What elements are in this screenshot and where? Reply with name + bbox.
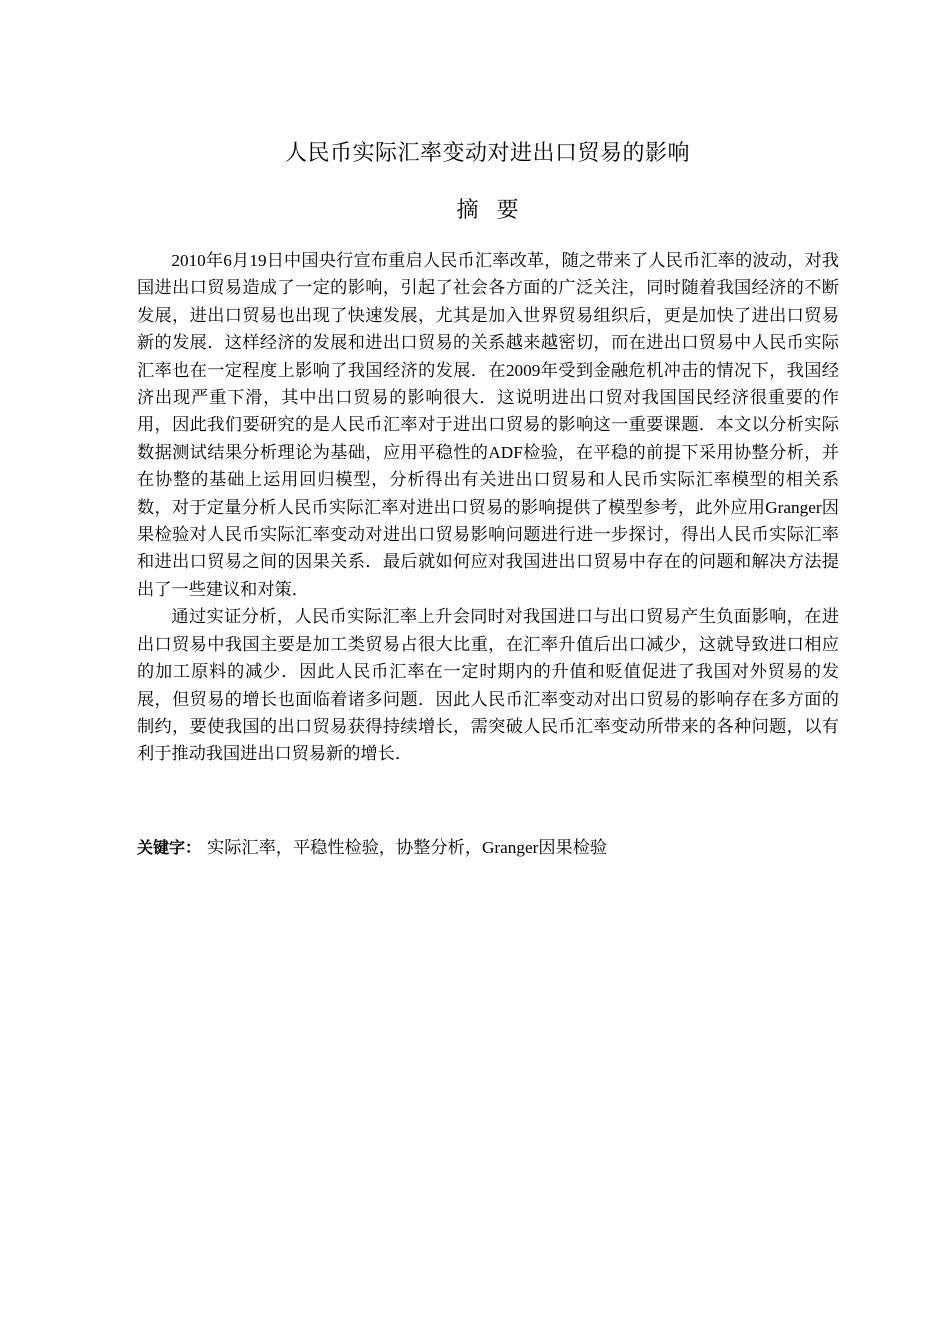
- abstract-paragraph-1: 2010年6月19日中国央行宣布重启人民币汇率改革，随之带来了人民币汇率的波动，对我国进出口贸易造成了一定的影响，引起了社会各方面的广泛关注，同时随着我国经济的不断发展，进出口贸易也出现了快速发展，尤其是加入世界贸易组织后，更是加快了进出口贸易新的发展．这样经济的发展和进出口贸易的关系越来越密切，而在进出口贸易中人民币实际汇率也在一定程度上影响了我国经济的发展．在2009年受到金融危机冲击的情况下，我国经济出现严重下滑，其中出口贸易的影响很大．这说明进出口贸对我国国民经济很重要的作用，因此我们要研究的是人民币汇率对于进出口贸易的影响这一重要课题．本文以分析实际数据测试结果分析理论为基础，应用平稳性的ADF检验，在平稳的前提下采用协整分析，并在协整的基础上运用回归模型，分析得出有关进出口贸易和人民币实际汇率模型的相关系数，对于定量分析人民币实际汇率对进出口贸易的影响提供了模型参考，此外应用Granger因果检验对人民币实际汇率变动对进出口贸易影响问题进行进一步探讨，得出人民币实际汇率和进出口贸易之间的因果关系．最后就如何应对我国进出口贸易中存在的问题和解决方法提出了一些建议和对策．: [137, 251, 839, 599]
- abstract-paragraph-2: 通过实证分析，人民币实际汇率上升会同时对我国进口与出口贸易产生负面影响，在进出口贸易中我国主要是加工类贸易占很大比重，在汇率升值后出口减少，这就导致进口相应的加工原料的减少．因此人民币汇率在一定时期内的升值和贬值促进了我国对外贸易的发展，但贸易的增长也面临着诸多问题．因此人民币汇率变动对出口贸易的影响存在多方面的制约，要使我国的出口贸易获得持续增长，需突破人民币汇率变动所带来的各种问题，以有利于推动我国进出口贸易新的增长．: [137, 607, 839, 764]
- abstract-body: [137, 247, 839, 768]
- abstract-heading: 摘要: [456, 198, 537, 223]
- keywords-text: 实际汇率，平稳性检验，协整分析，Granger因果检验: [207, 838, 608, 857]
- keywords-line: [137, 834, 839, 861]
- keywords-label: 关键字：: [137, 838, 202, 857]
- document-title: 人民币实际汇率变动对进出口贸易的影响: [284, 141, 690, 166]
